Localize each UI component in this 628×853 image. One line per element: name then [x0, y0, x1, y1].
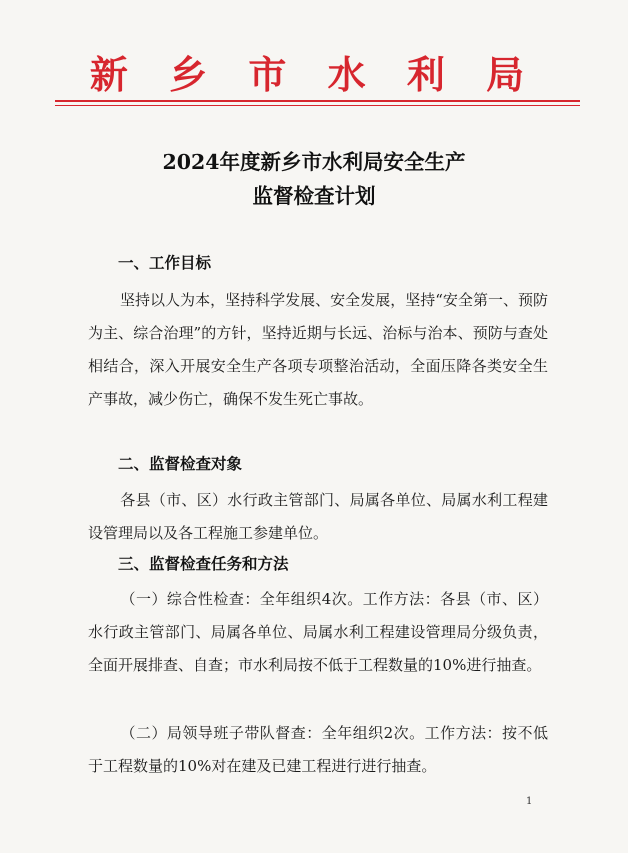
section-paragraph-goals: 坚持以人为本，坚持科学发展、安全发展，坚持“安全第一、预防为主、综合治理”的方针，坚持近期与长远、治标与治本、预防与查处相结合，深入开展安全生产各项专项整治活动，全面压降各类安全生产事故，减少伤亡，确保不发生死亡事故。 [88, 291, 548, 408]
section-heading-targets: 二、监督检查对象 [118, 455, 243, 473]
masthead-rule-thick [55, 100, 580, 102]
page-number: 1 [526, 796, 533, 807]
doc-title-line2: 监督检查计划 [252, 184, 376, 208]
masthead-rule-thin [55, 105, 580, 106]
section-paragraph-tasks-1: （一）综合性检查：全年组织4次。工作方法：各县（市、区）水行政主管部门、局属各单位、局属水利工程建设管理局分级负责，全面开展排查、自查；市水利局按不低于工程数量的10%进行抽查。 [88, 590, 548, 674]
section-heading-tasks: 三、监督检查任务和方法 [118, 555, 289, 573]
section-paragraph-targets: 各县（市、区）水行政主管部门、局属各单位、局属水利工程建设管理局以及各工程施工参建单位。 [88, 491, 548, 542]
doc-title-line1: 2024年度新乡市水利局安全生产 [162, 150, 466, 174]
masthead-title: 新 乡 市 水 利 局 [89, 52, 539, 97]
section-paragraph-tasks-2: （二）局领导班子带队督查：全年组织2次。工作方法：按不低于工程数量的10%对在建及已建工程进行进行抽查。 [88, 724, 548, 775]
section-heading-goals: 一、工作目标 [118, 254, 212, 272]
